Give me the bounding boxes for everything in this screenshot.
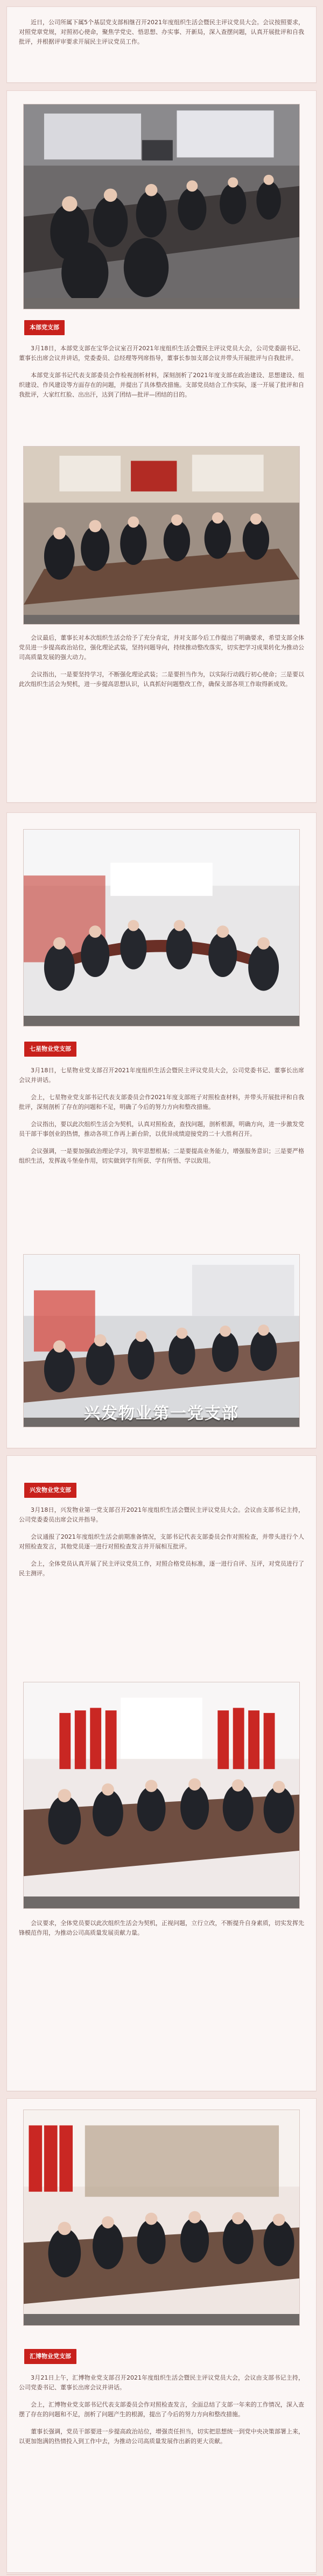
paragraph: 会上，全体党员认真开展了民主评议党员工作，对照合格党员标准，逐一进行自评、互评，对党员进行了民主测评。 <box>19 1560 304 1577</box>
meeting-photo-4 <box>23 1254 300 1427</box>
section-qixing <box>6 812 317 1448</box>
paragraph: 会上，汇博物业党支部书记代表支部委员会作对照检查发言，全面总结了支部一年来的工作情况，深入查摆了存在的问题和不足，剖析了问题产生的根源，提出了今后的努力方向和整改措施。 <box>19 2401 304 2418</box>
intro-card <box>6 6 317 83</box>
intro-text: 近日，公司所属下属5个基层党支部相继召开2021年度组织生活会暨民主评议党员大会。会议按照要求，对照党章党规，对照初心使命，聚焦学党史、悟思想、办实事、开新局，深入查摆问题，认真开展批评和自我批评，并根据评审要求开展民主评议党员工作。 <box>19 19 304 45</box>
paragraph: 3月18日，七星物业党支部召开2021年度组织生活会暨民主评议党员大会，公司党委书记、董事长出席会议并讲话。 <box>19 1067 304 1084</box>
paragraph: 董事长强调，党员干部要进一步提高政治站位，增强责任担当，切实把思想统一到党中央决策部署上来，以更加饱满的热情投入到工作中去，为推动公司高质量发展作出新的更大贡献。 <box>19 2428 304 2445</box>
paragraph: 会上，七星物业党支部书记代表支部委员会作2021年度支部班子对照检查材料，并带头开展批评和自我批评，深刻剖析了存在的问题和不足，明确了今后的努力方向和整改措施。 <box>19 1094 304 1110</box>
meeting-photo-5 <box>23 1682 300 1909</box>
section-body <box>7 344 316 407</box>
section-body-2 <box>7 1919 316 1945</box>
section-tag: 兴发物业党支部 <box>24 1483 76 1498</box>
paragraph: 本部党支部书记代表支部委员会作检视剖析材料，深刻剖析了2021年度支部在政治建设、思想建设、组织建设、作风建设等方面存在的问题，并提出了具体整改措施。支部党员结合工作实际，逐一开展了批评和自我批评，大家红红脸、出出汗，达到了团结—批评—团结的目的。 <box>19 372 304 398</box>
meeting-photo-6 <box>23 2110 300 2326</box>
section-body-2 <box>7 633 316 697</box>
paragraph: 3月18日，兴发物业第一党支部召开2021年度组织生活会暨民主评议党员大会。会议由支部书记主持，公司党委委员出席会议并指导。 <box>19 1506 304 1523</box>
section-body <box>7 1066 316 1173</box>
paragraph: 会议要求，全体党员要以此次组织生活会为契机，正视问题，立行立改，不断提升自身素质，切实发挥先锋模范作用，为推动公司高质量发展贡献力量。 <box>19 1920 304 1936</box>
paragraph: 会议指出，要以此次组织生活会为契机，认真对照检查，查找问题，剖析根源，明确方向，进一步激发党员干部干事创业的热情，推动各项工作再上新台阶，以优异成绩迎接党的二十大胜利召开。 <box>19 1121 304 1137</box>
meeting-photo-1 <box>23 104 300 309</box>
photo-overlay-title: 兴发物业第一党支部 <box>84 1404 239 1423</box>
paragraph: 会议指出，一是要坚持学习，不断强化理论武装；二是要担当作为，以实际行动践行初心使命；三是要以此次组织生活会为契机，进一步提高思想认识，认真抓好问题整改工作，确保支部各项工作取得新成效。 <box>19 671 304 688</box>
section-body <box>7 1505 316 1586</box>
section-body <box>7 2373 316 2454</box>
footer-divider <box>6 2574 317 2575</box>
paragraph: 会议强调，一是要加强政治理论学习，筑牢思想根基；二是要提高业务能力，增强服务意识；三是要严格组织生活，发挥战斗堡垒作用，切实做到学有所获、学有所悟、学以致用。 <box>19 1148 304 1164</box>
paragraph: 会议通报了2021年度组织生活会前期准备情况，支部书记代表支部委员会作对照检查，并带头进行个人对照检查发言，其他党员逐一进行对照检查发言并开展相互批评。 <box>19 1533 304 1550</box>
section-xingfa <box>6 1455 317 2091</box>
meeting-photo-3 <box>23 829 300 1027</box>
section-huibo <box>6 2098 317 2573</box>
section-tag: 汇博物业党支部 <box>24 2349 76 2364</box>
section-benbu <box>6 90 317 803</box>
paragraph: 3月21日上午，汇博物业党支部召开2021年度组织生活会暨民主评议党员大会，会议由支部书记主持，公司党委书记、董事长出席会议并讲话。 <box>19 2374 304 2391</box>
paragraph: 会议最后，董事长对本次组织生活会给予了充分肯定，并对支部今后工作提出了明确要求，希望支部全体党员进一步提高政治站位，强化理论武装，坚持问题导向，持续推动整改落实，切实把学习成果转化为推动公司高质量发展的强大动力。 <box>19 634 304 661</box>
section-tag: 本部党支部 <box>24 320 65 335</box>
paragraph: 3月18日，本部党支部在宝华会议室召开2021年度组织生活会暨民主评议党员大会，公司党委副书记、董事长出席会议并讲话，党委委员、总经理等列席指导，董事长参加支部会议并带头开展批评与自我批评。 <box>19 345 304 362</box>
meeting-photo-2 <box>23 446 300 625</box>
section-tag: 七星物业党支部 <box>24 1042 76 1057</box>
